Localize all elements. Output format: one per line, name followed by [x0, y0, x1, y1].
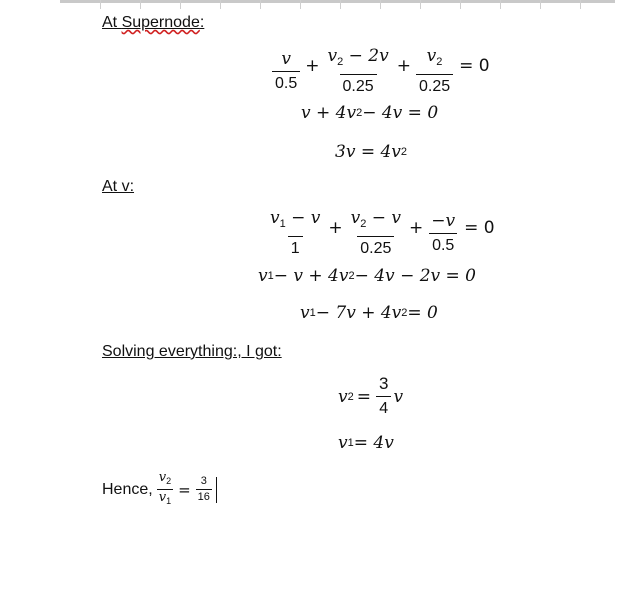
fraction: $\frac{v_2}{v_1}$ — [157, 470, 173, 509]
fraction: $\frac{3}{4}$ — [376, 374, 391, 419]
solve-equation-2: v 1 = 4v — [338, 433, 394, 453]
at-v-equation-3: v 1 − 7v + 4v 2 = 0 — [300, 303, 438, 323]
hence-result: Hence, $\frac{v_2}{v_1}$ = $\frac{3}{16}$ — [102, 470, 217, 509]
at-v-equation-2: v 1 − v + 4v 2 − 4v − 2v = 0 — [258, 266, 477, 286]
heading-solving: Solving everything:, I got: — [102, 343, 282, 360]
heading-at-v: At v: — [102, 178, 135, 195]
fraction: $\frac{v_2 - 2v}{0.25}$ — [327, 46, 389, 95]
fraction: $\frac{v_2}{0.25}$ — [416, 46, 453, 97]
text-cursor — [216, 477, 217, 503]
solve-equation-1: v 2 = $\frac{3}{4}$ v — [338, 374, 404, 417]
supernode-equation-1: $\frac{v}{0.5}$ + $\frac{v_2 - 2v}{0.25}$ + $\frac{v_2}{0.25}$ = 0 — [270, 46, 493, 97]
fraction: $\frac{v_1 - v}{1}$ — [270, 208, 321, 257]
supernode-equation-3: 3v = 4v 2 — [335, 142, 408, 162]
hence-label: Hence, — [102, 480, 153, 498]
fraction: $\frac{3}{16}$ — [197, 475, 210, 503]
ruler — [60, 0, 615, 15]
fraction: $\frac{v_2 - v}{0.25}$ — [350, 208, 402, 257]
fraction: $\frac{v}{0.5}$ — [272, 49, 300, 94]
fraction: $\frac{-v}{0.5}$ — [428, 211, 458, 256]
supernode-equation-2: v + 4v 2 − 4v = 0 — [301, 103, 439, 123]
at-v-equation-1: $\frac{v_1 - v}{1}$ + $\frac{v_2 - v}{0.25}$ + $\frac{-v}{0.5}$ = 0 — [265, 208, 498, 259]
heading-supernode: At Supernode: — [102, 14, 205, 31]
